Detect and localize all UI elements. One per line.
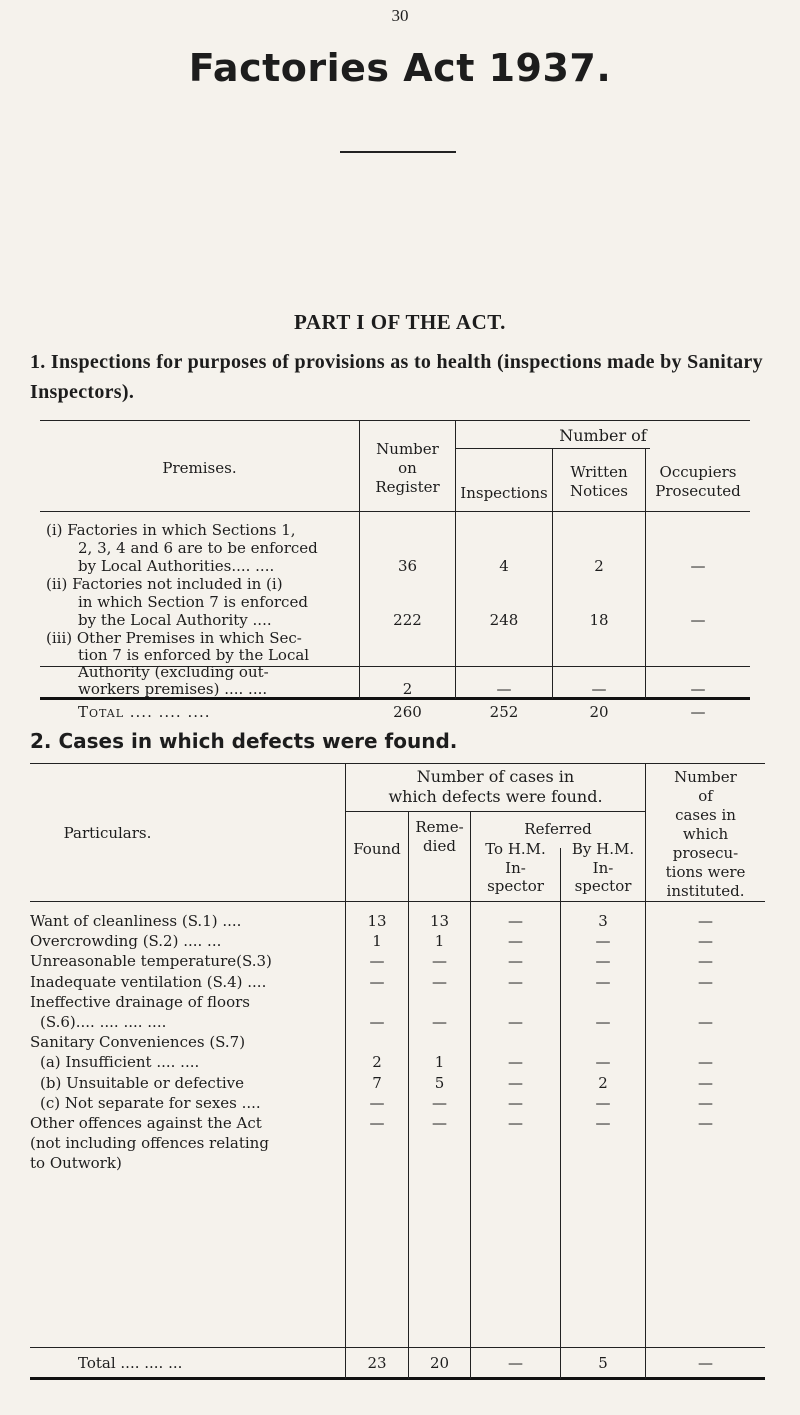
defect-row-label: Unreasonable temperature(S.3) — [30, 952, 272, 971]
defect-cell-to: — — [508, 1093, 523, 1112]
total-prosecutions: — — [698, 1354, 713, 1372]
defect-row-label: Inadequate ventilation (S.4) .... — [30, 972, 267, 991]
defect-cell-by: — — [595, 932, 611, 951]
defect-cell-pros: — — [698, 1073, 713, 1092]
defect-row-label: Ineffective drainage of floors — [30, 992, 250, 1011]
defect-cell-remedied: 1 — [434, 932, 445, 951]
defect-cell-remedied: — — [432, 1093, 447, 1112]
total-prosecuted: — — [690, 703, 706, 721]
header-referred: Referred — [524, 820, 592, 838]
total-notices: 20 — [589, 703, 609, 721]
defect-cell-pros: — — [698, 932, 713, 951]
defect-cell-pros: — — [698, 1053, 713, 1072]
row-label: in which Section 7 is enforced — [78, 593, 308, 611]
defect-cell-by: — — [595, 1013, 611, 1031]
defect-cell-remedied: 13 — [429, 912, 450, 930]
cell-inspections: 248 — [489, 611, 519, 629]
table2-group-rule — [345, 811, 645, 812]
defect-row-label: Overcrowding (S.2) .... ... — [30, 932, 222, 951]
row-label: 2, 3, 4 and 6 are to be enforced — [78, 539, 318, 557]
cell-register: 2 — [402, 680, 413, 698]
header-prosecutions: tions were — [665, 863, 746, 881]
header-particulars: Particulars. — [63, 824, 152, 842]
defect-cell-found: 1 — [372, 932, 382, 951]
header-remedied: Reme- — [415, 818, 464, 836]
cell-prosecuted: — — [690, 557, 706, 575]
header-prosecutions: Number — [674, 768, 737, 786]
header-register: Number — [376, 440, 439, 458]
defect-cell-found: 7 — [372, 1073, 382, 1092]
defect-cell-found: 2 — [372, 1053, 382, 1072]
defect-cell-found: 13 — [367, 912, 387, 930]
table1-top-rule — [40, 420, 750, 421]
cell-prosecuted: — — [690, 680, 706, 698]
cell-notices: — — [591, 680, 607, 698]
header-written-notices: Notices — [570, 482, 628, 500]
defect-cell-pros: — — [698, 1013, 713, 1031]
defect-cell-to: — — [508, 952, 523, 971]
cell-inspections: 4 — [499, 557, 509, 575]
defect-row-label: Other offences against the Act — [30, 1114, 262, 1132]
total-remedied: 20 — [429, 1354, 450, 1372]
header-premises: Premises. — [162, 459, 237, 477]
defect-cell-pros: — — [698, 952, 713, 971]
row-label: (iii) Other Premises in which Sec- — [46, 629, 302, 647]
defect-row-label: to Outwork) — [30, 1154, 122, 1173]
section-2-heading: 2. Cases in which defects were found. — [30, 729, 458, 753]
defect-cell-to: — — [508, 932, 523, 951]
row-label: (i) Factories in which Sections 1, — [46, 521, 296, 539]
total-referred-by: 5 — [598, 1354, 608, 1372]
header-by-inspector: In- — [592, 859, 614, 877]
defect-cell-by: — — [595, 1053, 611, 1072]
defect-cell-by: — — [595, 1093, 611, 1112]
header-found: Found — [353, 840, 401, 858]
defect-cell-pros: — — [698, 1093, 713, 1112]
page-number: 30 — [391, 6, 409, 25]
defect-row-label: (a) Insufficient .... .... — [40, 1053, 200, 1072]
defect-cell-found: — — [369, 952, 385, 971]
defect-cell-by: — — [595, 952, 611, 971]
header-occupiers-prosecuted: Prosecuted — [655, 482, 741, 500]
header-inspections: Inspections — [460, 484, 548, 502]
row-label: by Local Authorities.... .... — [78, 557, 275, 575]
defect-cell-to: — — [508, 972, 523, 991]
defect-row-label: (S.6).... .... .... .... — [40, 1013, 167, 1031]
total-label: Total .... .... .... — [78, 703, 211, 721]
defect-row-label: (not including offences relating — [30, 1134, 269, 1153]
defect-cell-found: — — [369, 1114, 385, 1132]
defect-row-label: Want of cleanliness (S.1) .... — [30, 912, 242, 930]
defect-cell-found: — — [369, 1013, 385, 1031]
cell-notices: 18 — [589, 611, 609, 629]
defect-row-label: (b) Unsuitable or defective — [40, 1073, 245, 1092]
defect-cell-remedied: — — [432, 1013, 447, 1031]
header-prosecutions: which — [682, 825, 729, 843]
row-label: Authority (excluding out- — [78, 663, 269, 681]
header-number-of-cases: Number of cases in — [416, 767, 575, 786]
header-register: on — [398, 459, 417, 477]
defect-cell-pros: — — [698, 912, 713, 930]
defect-cell-remedied: — — [432, 1114, 447, 1132]
header-to-inspector: In- — [505, 859, 526, 877]
header-register: Register — [375, 478, 440, 496]
table2-header-rule — [30, 901, 765, 902]
page-title: Factories Act 1937. — [188, 46, 612, 90]
header-occupiers-prosecuted: Occupiers — [659, 463, 737, 481]
defect-cell-to: — — [508, 1073, 523, 1092]
defect-cell-pros: — — [698, 972, 713, 991]
table2-bottom-rule — [30, 1377, 765, 1380]
header-by-inspector: spector — [574, 877, 632, 895]
header-prosecutions: prosecu- — [672, 844, 739, 862]
defect-cell-to: — — [508, 1013, 523, 1031]
defect-cell-to: — — [508, 1053, 523, 1072]
defect-cell-remedied: 5 — [434, 1073, 445, 1092]
row-label: by the Local Authority .... — [78, 611, 272, 629]
defect-cell-found: — — [369, 972, 385, 991]
header-prosecutions: of — [698, 787, 713, 805]
defect-cell-remedied: — — [432, 972, 447, 991]
cell-inspections: — — [496, 680, 512, 698]
cell-notices: 2 — [594, 557, 604, 575]
defect-cell-to: — — [508, 912, 523, 930]
header-prosecutions: instituted. — [666, 882, 745, 900]
total-referred-to: — — [508, 1354, 523, 1372]
part-heading: PART I OF THE ACT. — [294, 310, 506, 334]
header-to-inspector: To H.M. — [485, 840, 546, 858]
defect-cell-found: — — [369, 1093, 385, 1112]
defect-cell-remedied: 1 — [434, 1053, 445, 1072]
header-number-of: Number of — [559, 426, 647, 445]
header-prosecutions: cases in — [675, 806, 736, 824]
table2-top-rule — [30, 763, 765, 764]
section-1-heading: 1. Inspections for purposes of provisions as to health (inspections made by Sanitary Inspectors). — [30, 351, 763, 403]
defect-cell-by: — — [595, 1114, 611, 1132]
total-label: Total .... .... ... — [78, 1354, 183, 1372]
header-number-of-cases: which defects were found. — [388, 787, 603, 806]
title-divider — [340, 151, 456, 153]
header-to-inspector: spector — [487, 877, 544, 895]
header-remedied: died — [423, 837, 456, 855]
row-label: (ii) Factories not included in (i) — [46, 575, 283, 593]
total-found: 23 — [367, 1354, 387, 1372]
cell-prosecuted: — — [690, 611, 706, 629]
defect-row-label: Sanitary Conveniences (S.7) — [30, 1033, 246, 1052]
table2-total-rule — [30, 1347, 765, 1348]
cell-register: 222 — [393, 611, 422, 629]
total-register: 260 — [393, 703, 422, 721]
defect-cell-by: 3 — [598, 912, 608, 930]
row-label: workers premises) .... .... — [78, 680, 268, 698]
defect-cell-pros: — — [698, 1114, 713, 1132]
row-label: tion 7 is enforced by the Local — [78, 646, 310, 664]
header-by-inspector: By H.M. — [571, 840, 635, 858]
defect-row-label: (c) Not separate for sexes .... — [40, 1093, 261, 1112]
table1-header-rule — [40, 511, 750, 512]
defect-cell-to: — — [508, 1114, 523, 1132]
defect-cell-by: — — [595, 972, 611, 991]
defect-cell-by: 2 — [598, 1073, 608, 1092]
total-inspections: 252 — [489, 703, 519, 721]
defect-cell-remedied: — — [432, 952, 447, 971]
cell-register: 36 — [397, 557, 418, 575]
header-written-notices: Written — [570, 463, 628, 481]
